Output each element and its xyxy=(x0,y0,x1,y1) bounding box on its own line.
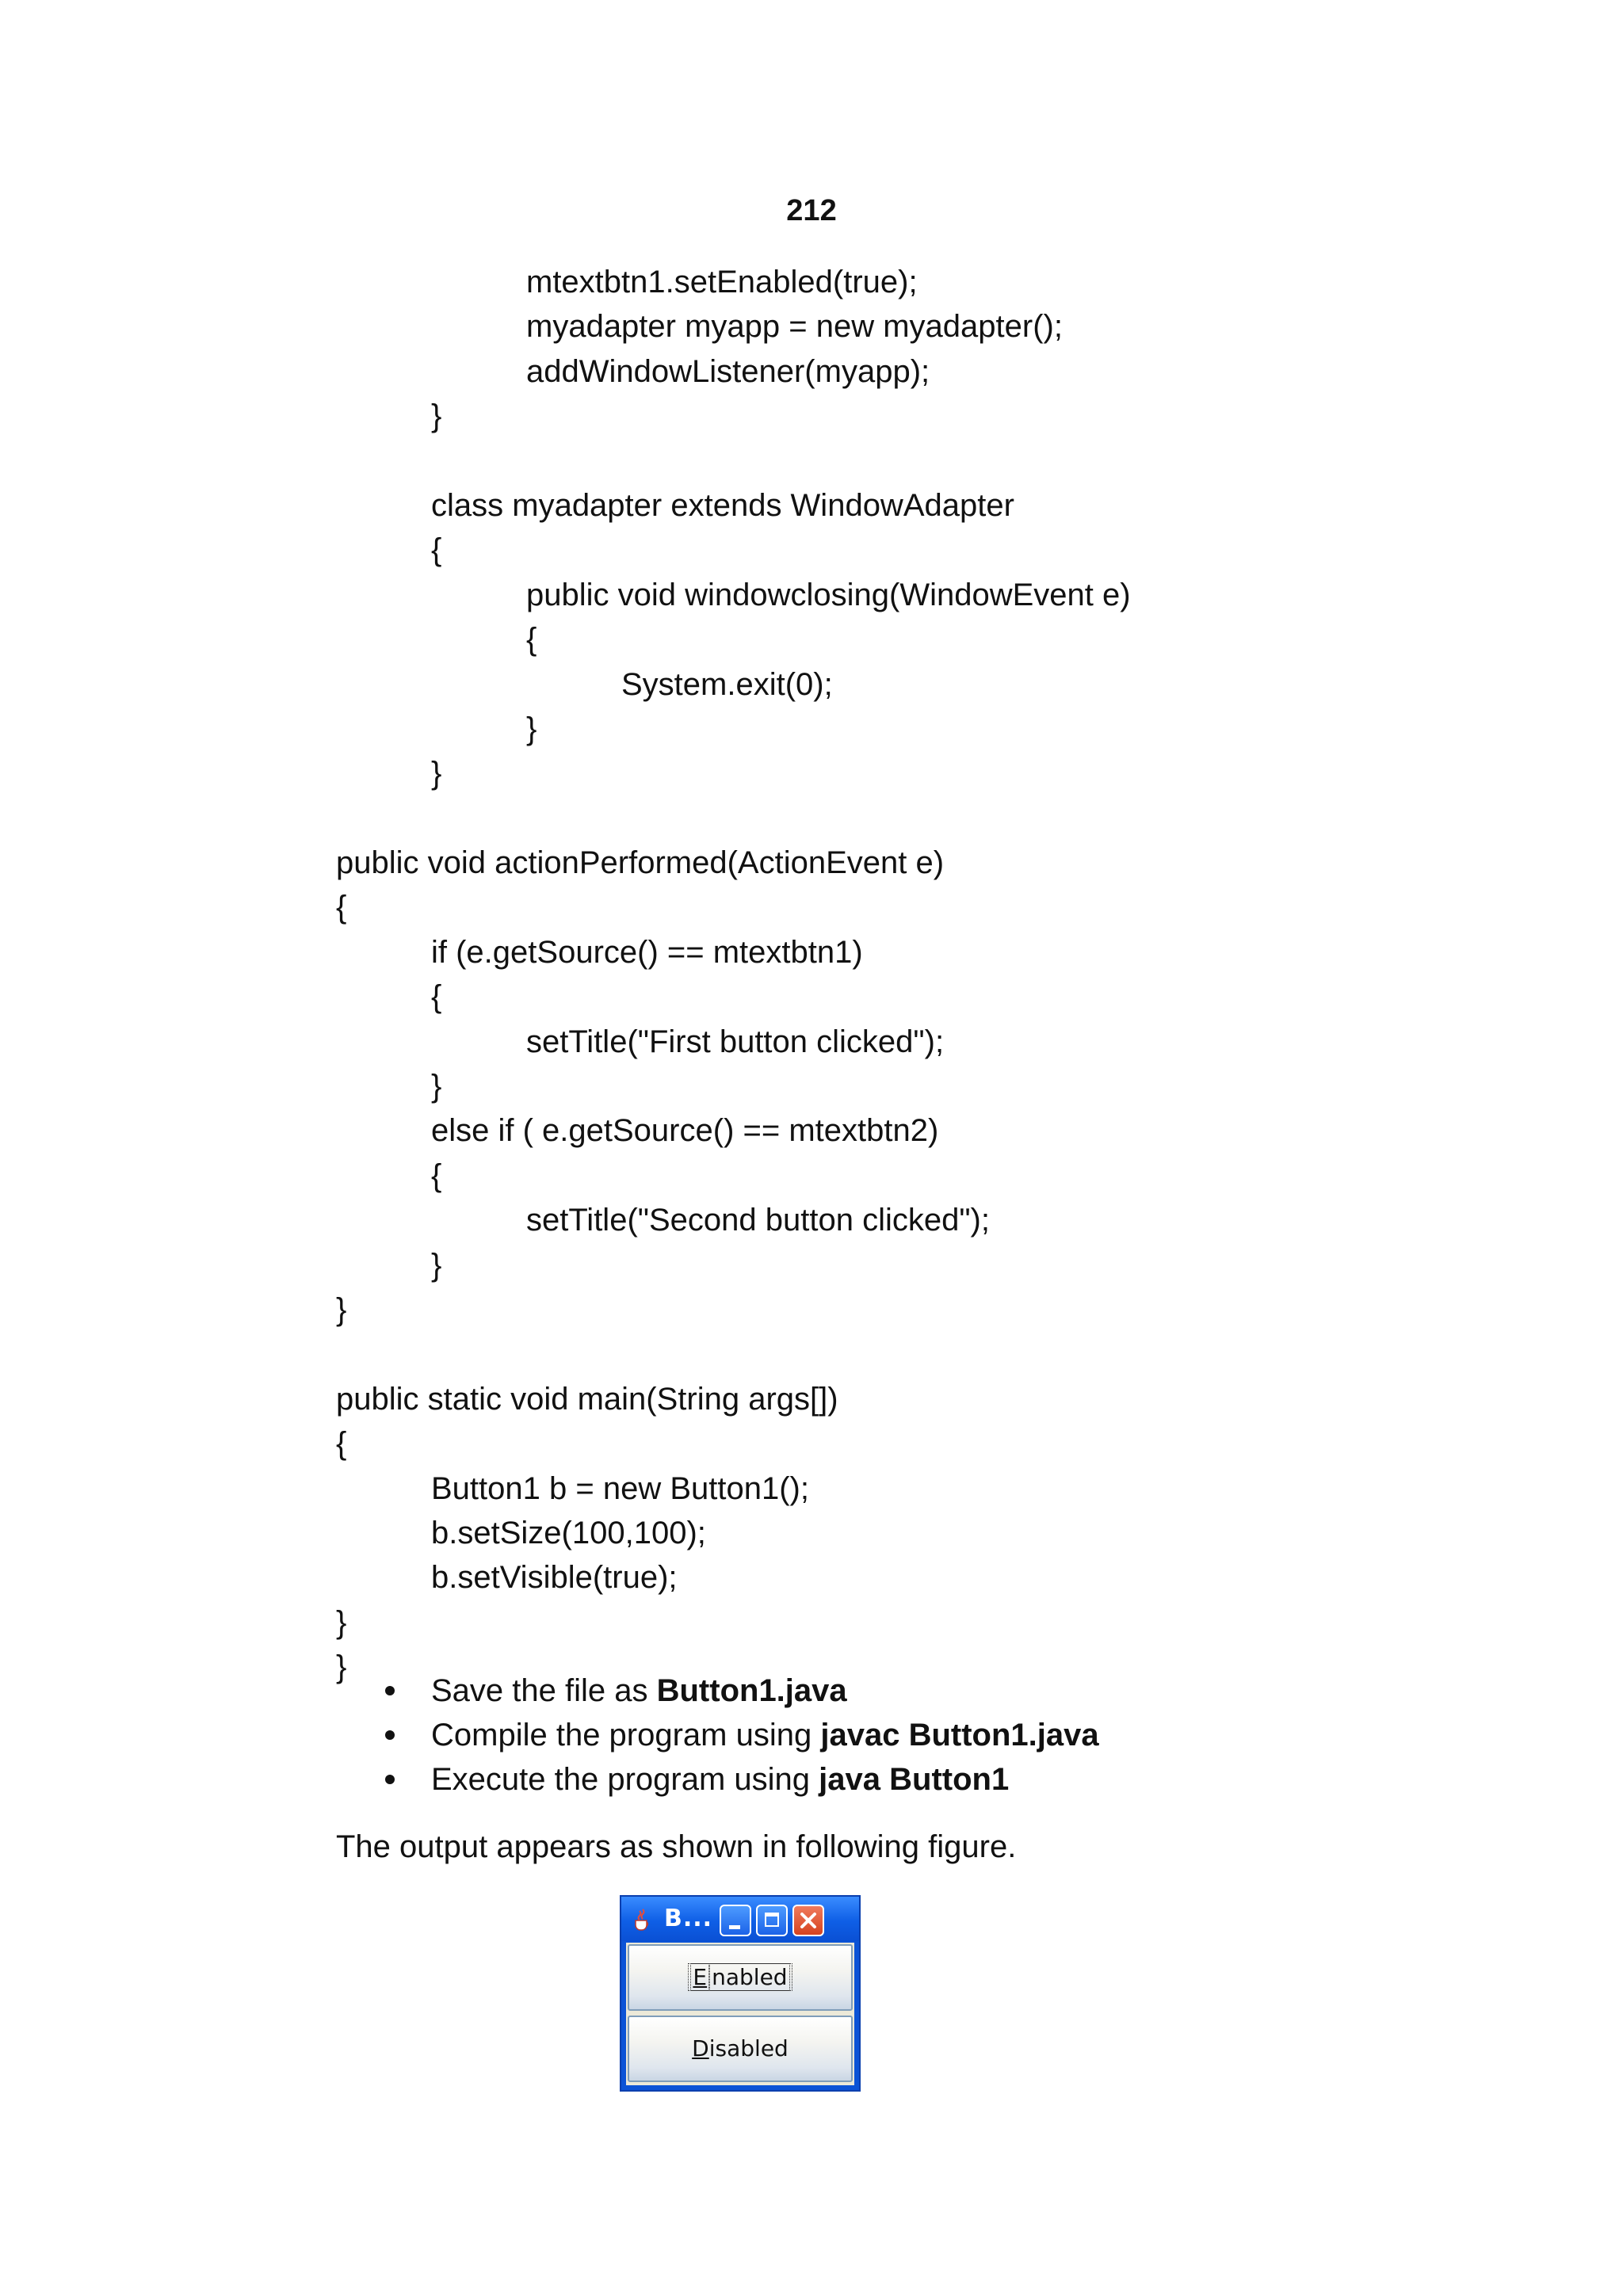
code-line: } xyxy=(336,1291,347,1327)
code-line: mtextbtn1.setEnabled(true); xyxy=(526,265,918,299)
maximize-button[interactable] xyxy=(756,1905,788,1936)
bullet-icon xyxy=(385,1686,395,1695)
code-line: public void windowclosing(WindowEvent e) xyxy=(526,577,1131,612)
bullet-icon xyxy=(385,1775,395,1784)
code-line: addWindowListener(myapp); xyxy=(526,353,930,389)
code-line: } xyxy=(431,399,442,434)
code-listing xyxy=(336,260,1131,1690)
code-line: { xyxy=(526,622,537,658)
code-line: Button1 b = new Button1(); xyxy=(431,1470,809,1506)
page-number: 212 xyxy=(786,194,837,227)
code-line: else if ( e.getSource() == mtextbtn2) xyxy=(431,1113,939,1149)
step-text: Save the file as xyxy=(431,1673,657,1708)
close-icon xyxy=(799,1911,818,1930)
java-cup-icon xyxy=(631,1908,651,1932)
disabled-button[interactable] xyxy=(628,2016,853,2082)
code-line: } xyxy=(336,1650,347,1685)
code-line: public static void main(String args[]) xyxy=(336,1381,838,1417)
code-line: } xyxy=(336,1604,347,1640)
content-pane xyxy=(626,1943,854,2085)
code-line: if (e.getSource() == mtextbtn1) xyxy=(431,934,863,970)
code-line: { xyxy=(431,532,442,568)
step-command: java Button1 xyxy=(819,1762,1010,1797)
enabled-button[interactable] xyxy=(628,1944,853,2011)
code-line: setTitle("First button clicked"); xyxy=(526,1024,945,1059)
minimize-button[interactable] xyxy=(720,1905,751,1936)
code-line: { xyxy=(431,1158,442,1193)
window-title-bar[interactable] xyxy=(621,1897,859,1941)
code-line: } xyxy=(431,1069,442,1104)
disabled-button-label: Disabled xyxy=(692,2035,789,2061)
code-line: } xyxy=(526,711,537,746)
code-line: } xyxy=(431,1247,442,1283)
java-output-window xyxy=(620,1895,861,2092)
minimize-icon xyxy=(729,1925,740,1929)
step-item xyxy=(380,1669,1099,1713)
maximize-icon xyxy=(765,1913,779,1927)
window-title: B... xyxy=(664,1905,713,1932)
code-line: { xyxy=(336,1426,347,1462)
code-line: { xyxy=(336,890,347,925)
step-text: Compile the program using xyxy=(431,1718,821,1753)
step-text: Execute the program using xyxy=(431,1762,819,1797)
enabled-button-label: E nabled xyxy=(688,1963,792,1991)
code-line: setTitle("Second button clicked"); xyxy=(526,1203,990,1238)
output-caption: The output appears as shown in following figure. xyxy=(336,1829,1017,1864)
step-command: Button1.java xyxy=(656,1673,847,1708)
bullet-icon xyxy=(385,1730,395,1740)
step-item xyxy=(380,1713,1099,1757)
step-command: javac Button1.java xyxy=(820,1718,1099,1753)
step-item xyxy=(380,1757,1099,1802)
code-line: b.setVisible(true); xyxy=(431,1560,678,1596)
code-line: public void actionPerformed(ActionEvent e) xyxy=(336,845,945,881)
code-line: System.exit(0); xyxy=(621,666,833,702)
code-line xyxy=(336,796,1131,841)
code-line: b.setSize(100,100); xyxy=(431,1515,706,1550)
code-line: } xyxy=(431,756,442,791)
code-line xyxy=(336,1332,1131,1376)
steps-list xyxy=(380,1669,1099,1802)
code-line xyxy=(336,439,1131,483)
code-line: class myadapter extends WindowAdapter xyxy=(431,487,1014,523)
code-line: myadapter myapp = new myadapter(); xyxy=(526,309,1063,345)
code-line: { xyxy=(431,979,442,1015)
close-button[interactable] xyxy=(792,1905,824,1936)
